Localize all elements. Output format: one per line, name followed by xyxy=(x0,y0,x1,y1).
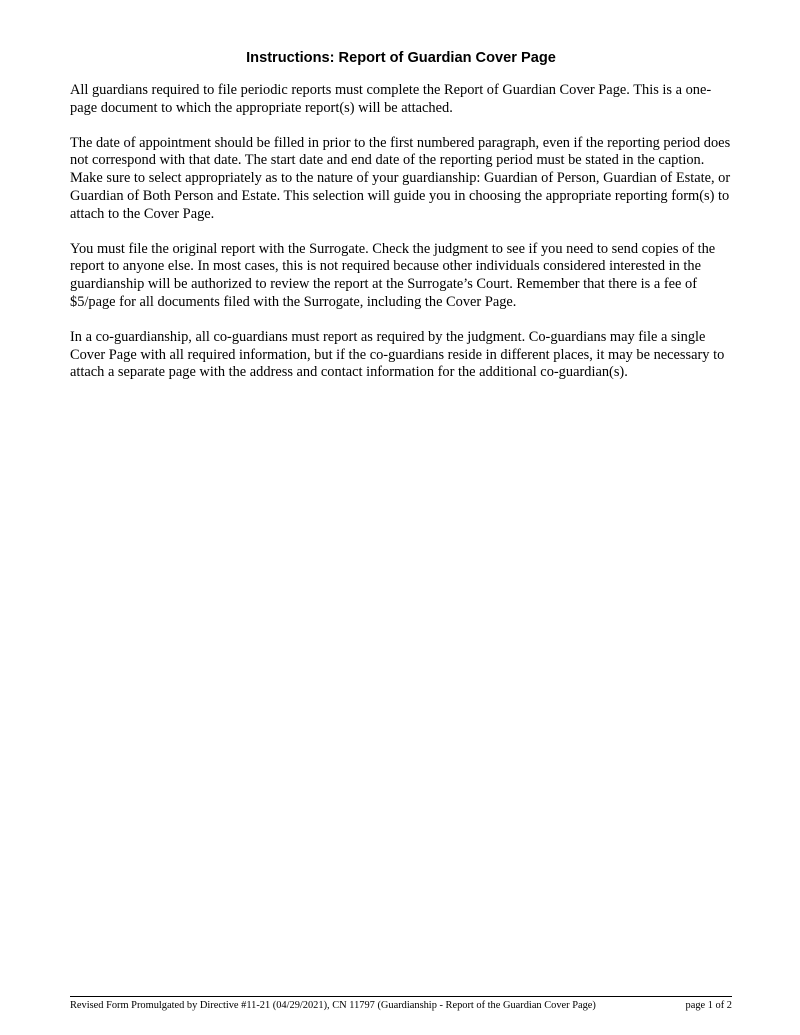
footer-divider xyxy=(70,996,732,997)
document-title: Instructions: Report of Guardian Cover Page xyxy=(246,50,556,66)
footer-form-text: Revised Form Promulgated by Directive #11-21 (04/29/2021), CN 11797 (Guardianship - Report of the Guardian Cover Page) xyxy=(70,1000,596,1011)
document-page xyxy=(70,0,732,1035)
instructions-body xyxy=(70,82,732,399)
paragraph-date-of-appointment: The date of appointment should be filled in prior to the first numbered paragraph, even if the reporting period does not correspond with that date. The start date and end date of the reporting period must be stated in the caption. Make sure to select appropriately as to the nature of your guardianship: Guardian of Person, Guardian of Estate, or Guardian of Both Person and Estate. This selection will guide you in choosing the appropriate reporting form(s) to attach to the Cover Page. xyxy=(70,134,731,222)
paragraph-filing-with-surrogate: You must file the original report with the Surrogate. Check the judgment to see if you need to send copies of the report to anyone else. In most cases, this is not required because other individuals considered interested in the guardianship will be authorized to review the report at the Surrogate’s Court. Remember that there is a fee of $5/page for all documents filed with the Surrogate, including the Cover Page. xyxy=(70,240,716,310)
page-footer xyxy=(70,999,732,1012)
paragraph-co-guardianship: In a co-guardianship, all co-guardians must report as required by the judgment. Co-guardians may file a single Cover Page with all required information, but if the co-guardians reside in different places, it may be necessary to attach a separate page with the address and contact information for the additional co-guardian(s). xyxy=(70,328,725,381)
footer-page-number: page 1 of 2 xyxy=(685,1000,732,1011)
paragraph-cover-page-requirement: All guardians required to file periodic reports must complete the Report of Guardian Cover Page. This is a one-page document to which the appropriate report(s) will be attached. xyxy=(70,82,712,116)
